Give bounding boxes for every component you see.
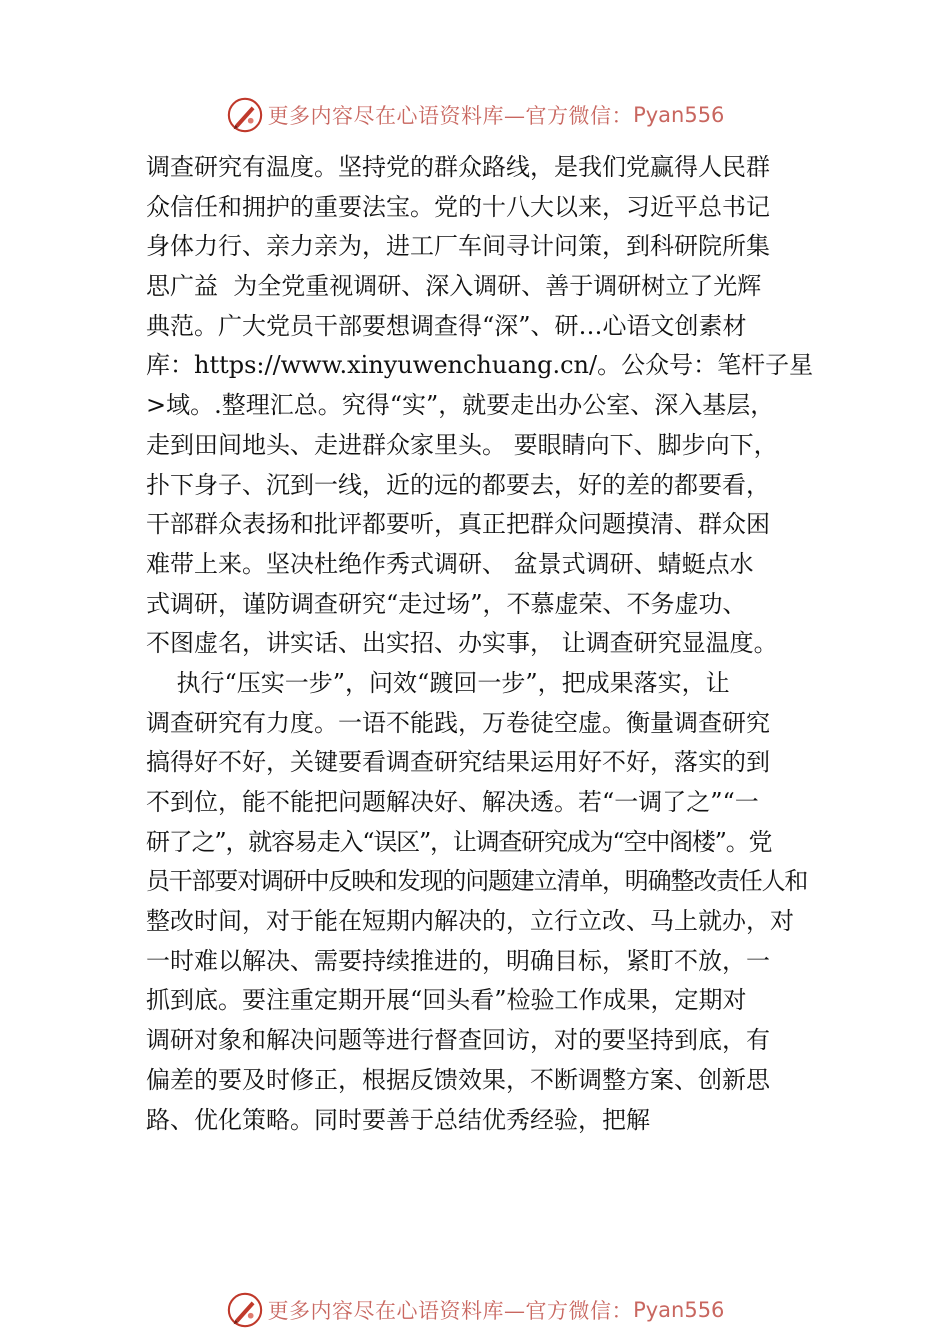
watermark-handle: Pyan556 [633, 103, 725, 127]
body-line: 典范。广大党员干部要想调查得“深”、研…心语文创素材 [146, 311, 747, 340]
footer-watermark [0, 1288, 950, 1332]
paragraph-start-line: 执行“压实一步”，问效“踱回一步”，把成果落实，让 [146, 668, 730, 697]
body-line: 身体力行、亲力亲为，进工厂车间寻计问策，到科研院所集 [146, 232, 770, 261]
watermark-handle: Pyan556 [633, 1298, 725, 1322]
document-body [146, 148, 814, 1140]
body-line: 偏差的要及时修正，根据反馈效果，不断调整方案、创新思 [146, 1065, 770, 1094]
body-line: 整改时间，对于能在短期内解决的，立行立改、马上就办，对 [146, 907, 794, 936]
header-watermark [0, 93, 950, 137]
body-line: 研了之”，就容易走入“误区”，让调查研究成为“空中阁楼”。党 [146, 827, 772, 856]
body-line: 抓到底。要注重定期开展“回头看”检验工作成果，定期对 [146, 986, 747, 1015]
watermark-text: 更多内容尽在心语资料库—官方微信： [267, 1299, 634, 1323]
body-line: 调查研究有力度。一语不能践，万卷徒空虚。衡量调查研究 [146, 708, 770, 737]
body-line: 库：https://www.xinyuwenchuang.cn/。公众号：笔杆子星 [146, 351, 814, 380]
pen-logo-icon [226, 1291, 264, 1329]
body-line: 式调研，谨防调查研究“走过场”，不慕虚荣、不务虚功、 [146, 589, 747, 618]
body-line: 思广益 为全党重视调研、深入调研、善于调研树立了光辉 [146, 272, 762, 301]
pen-logo-icon [226, 96, 264, 134]
body-line: 一时难以解决、需要持续推进的，明确目标，紧盯不放，一 [146, 946, 770, 975]
body-line: 搞得好不好，关键要看调查研究结果运用好不好，落实的到 [146, 748, 770, 777]
body-line: 众信任和拥护的重要法宝。党的十八大以来，习近平总书记 [146, 192, 770, 221]
body-line: 扑下身子、沉到一线，近的远的都要去，好的差的都要看， [146, 470, 770, 499]
body-line: 不到位，能不能把问题解决好、解决透。若“一调了之”“一 [146, 788, 759, 816]
body-line: 干部群众表扬和批评都要听，真正把群众问题摸清、群众困 [146, 510, 770, 539]
body-line: 调查研究有温度。坚持党的群众路线，是我们党赢得人民群 [146, 153, 770, 181]
body-line: 路、优化策略。同时要善于总结优秀经验，把解 [146, 1105, 650, 1134]
body-line: 员干部要对调研中反映和发现的问题建立清单，明确整改责任人和 [146, 867, 808, 896]
body-line: 走到田间地头、走进群众家里头。 要眼睛向下、脚步向下， [146, 430, 778, 459]
body-line: 难带上来。坚决杜绝作秀式调研、 盆景式调研、蜻蜓点水 [146, 549, 754, 578]
body-line: 不图虚名，讲实话、出实招、办实事， 让调查研究显温度。 [146, 629, 778, 658]
body-line: >域。.整理汇总。究得“实”，就要走出办公室、深入基层， [146, 391, 775, 420]
watermark-text: 更多内容尽在心语资料库—官方微信： [267, 104, 634, 128]
body-line: 调研对象和解决问题等进行督查回访，对的要坚持到底，有 [146, 1026, 770, 1055]
